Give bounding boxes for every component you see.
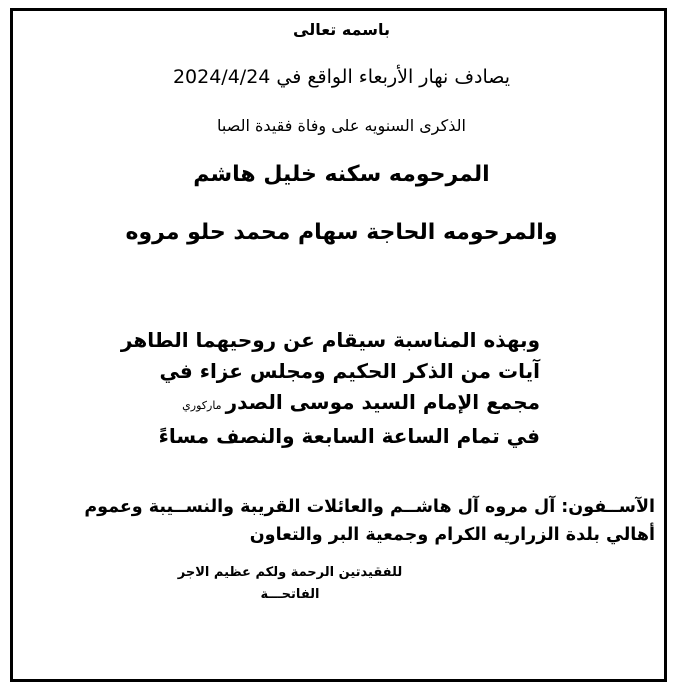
closing-line-2: الفاتحـــة <box>260 587 320 602</box>
closing-block <box>0 562 580 606</box>
occasion-line-4: في تمام الساعة السابعة والنصف مساءً <box>158 424 540 448</box>
anniversary-line: الذكرى السنويه على وفاة فقيدة الصبا <box>217 116 466 135</box>
deceased-name-second: والمرحومه الحاجة سهام محمد حلو مروه <box>125 220 558 245</box>
date-line: يصادف نهار الأربعاء الواقع في 2024/4/24 <box>172 66 511 88</box>
venue-note: ماركوري <box>182 399 222 412</box>
mourners-line-2: أهالي بلدة الزراريه الكرام وجمعية البر والتعاون <box>249 525 655 545</box>
venue-name: مجمع الإمام السيد موسى الصدر <box>225 390 540 414</box>
occasion-line-1: وبهذه المناسبة سيقام عن روحيهما الطاهر <box>120 328 540 352</box>
occasion-line-2: آيات من الذكر الحكيم ومجلس عزاء في <box>159 359 540 383</box>
occasion-block <box>121 325 540 452</box>
mourners-line-1: الآســفون: آل مروه آل هاشــم والعائلات القريبة والنســيبة وعموم <box>84 497 655 517</box>
deceased-name-first: المرحومه سكنه خليل هاشم <box>193 162 490 187</box>
occasion-line-3 <box>121 387 540 421</box>
closing-line-1: للفقيدتين الرحمة ولكم عظيم الاجر <box>177 565 403 580</box>
basmala-heading: باسمه تعالى <box>293 20 390 39</box>
mourners-block <box>84 493 655 549</box>
